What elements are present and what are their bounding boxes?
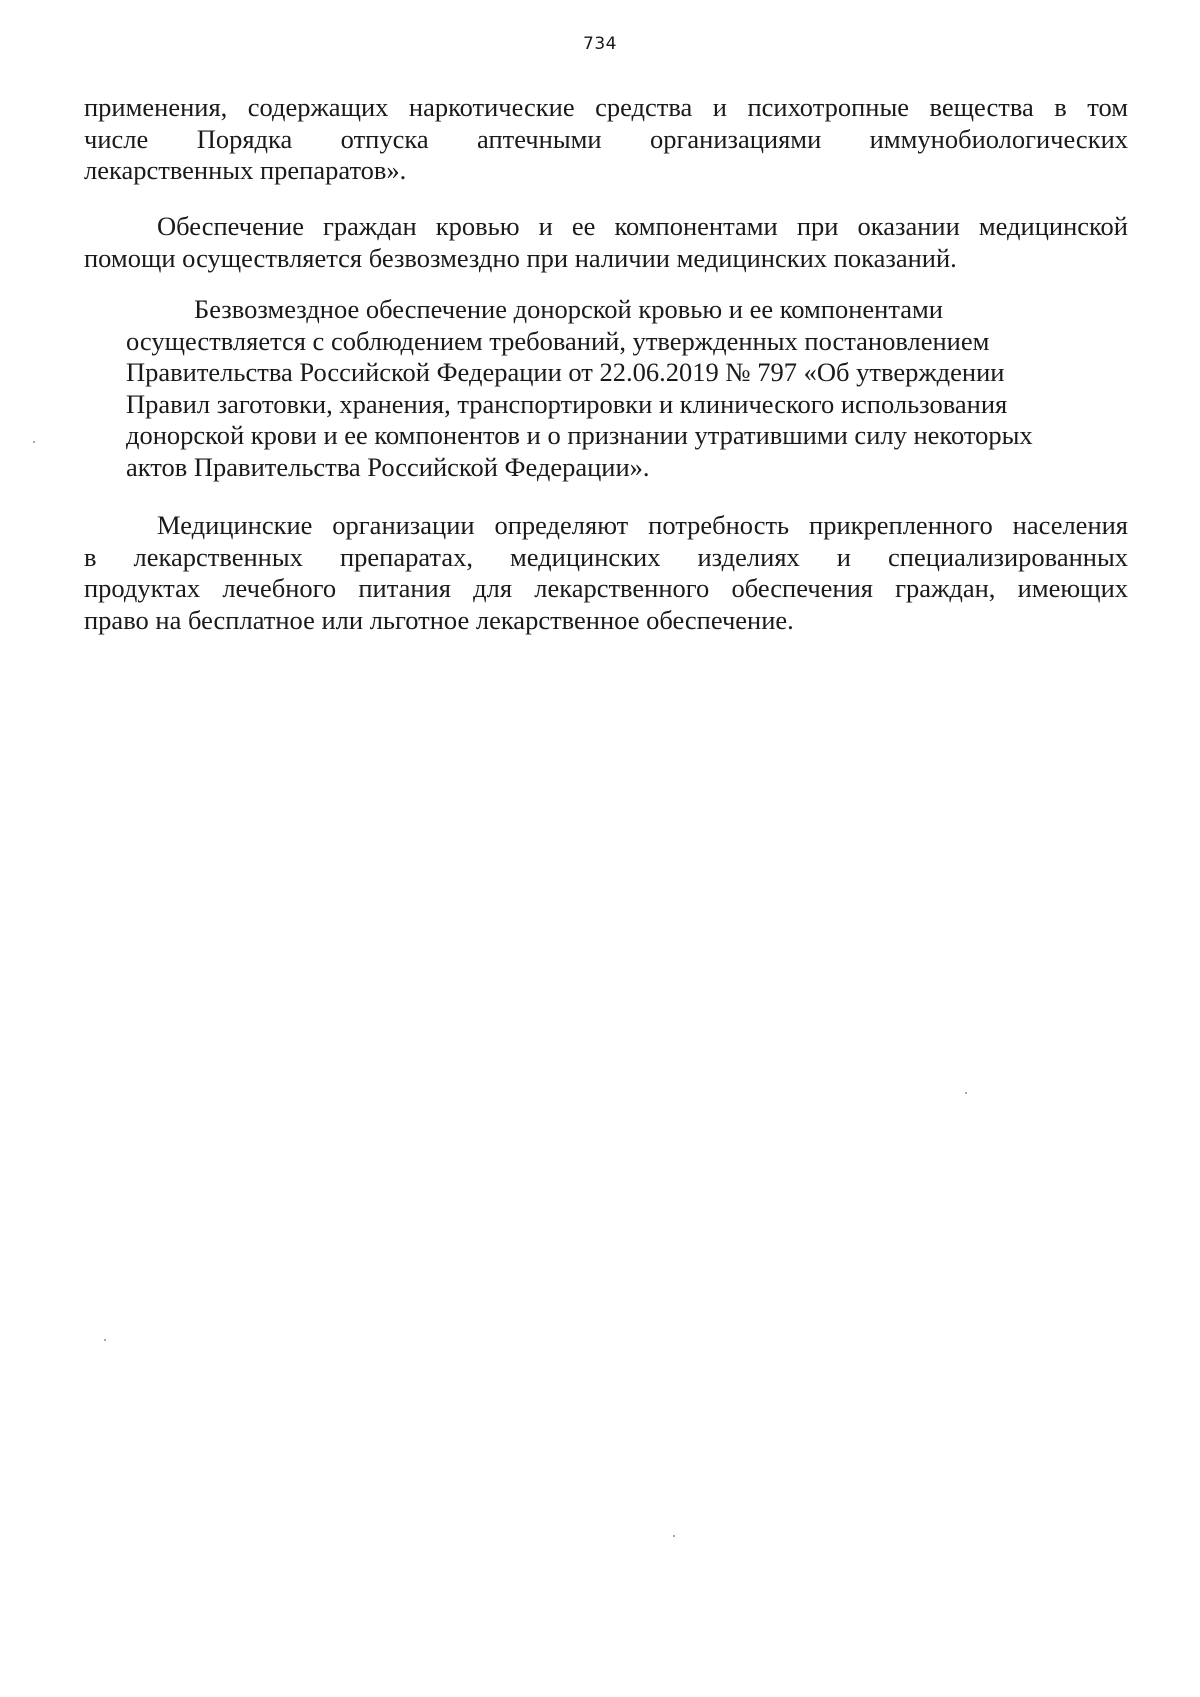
paragraph-blood-supply xyxy=(84,211,1128,274)
text-line: продуктах лечебного питания для лекарственного обеспечения граждан, имеющих xyxy=(84,573,1128,603)
scan-speck xyxy=(673,1535,675,1537)
text-line: донорской крови и ее компонентов и о признании утратившими силу некоторых xyxy=(126,420,1033,450)
text-line: право на бесплатное или льготное лекарственное обеспечение. xyxy=(84,604,794,635)
text-line: Правил заготовки, хранения, транспортировки и клинического использования xyxy=(126,388,1008,419)
text-line: Безвозмездное обеспечение донорской кровью и ее компонентами xyxy=(194,294,943,324)
text-line: в лекарственных препаратах, медицинских изделиях и специализированных xyxy=(84,541,1128,572)
text-line: осуществляется с соблюдением требований, утвержденных постановлением xyxy=(126,325,990,356)
text-line: актов Правительства Российской Федерации». xyxy=(126,451,650,482)
text-line: лекарственных препаратов». xyxy=(84,155,407,185)
scan-speck xyxy=(965,1092,967,1094)
scan-speck xyxy=(104,1339,106,1341)
text-line: Обеспечение граждан кровью и ее компонентами при оказании медицинской xyxy=(157,211,1128,241)
paragraph-donor-blood xyxy=(126,294,1106,483)
paragraph-medical-organizations xyxy=(84,510,1128,636)
text-line: числе Порядка отпуска аптечными организациями иммунобиологических xyxy=(84,123,1128,154)
text-line: применения, содержащих наркотические средства и психотропные вещества в том xyxy=(84,92,1128,122)
scan-speck xyxy=(33,441,35,443)
text-line: помощи осуществляется безвозмездно при наличии медицинских показаний. xyxy=(84,242,957,273)
text-line: Медицинские организации определяют потребность прикрепленного населения xyxy=(157,510,1128,540)
text-line: Правительства Российской Федерации от 22.06.2019 № 797 «Об утверждении xyxy=(126,357,1005,387)
page-number: 734 xyxy=(583,34,617,54)
paragraph-drug-dispensing xyxy=(84,92,1128,187)
